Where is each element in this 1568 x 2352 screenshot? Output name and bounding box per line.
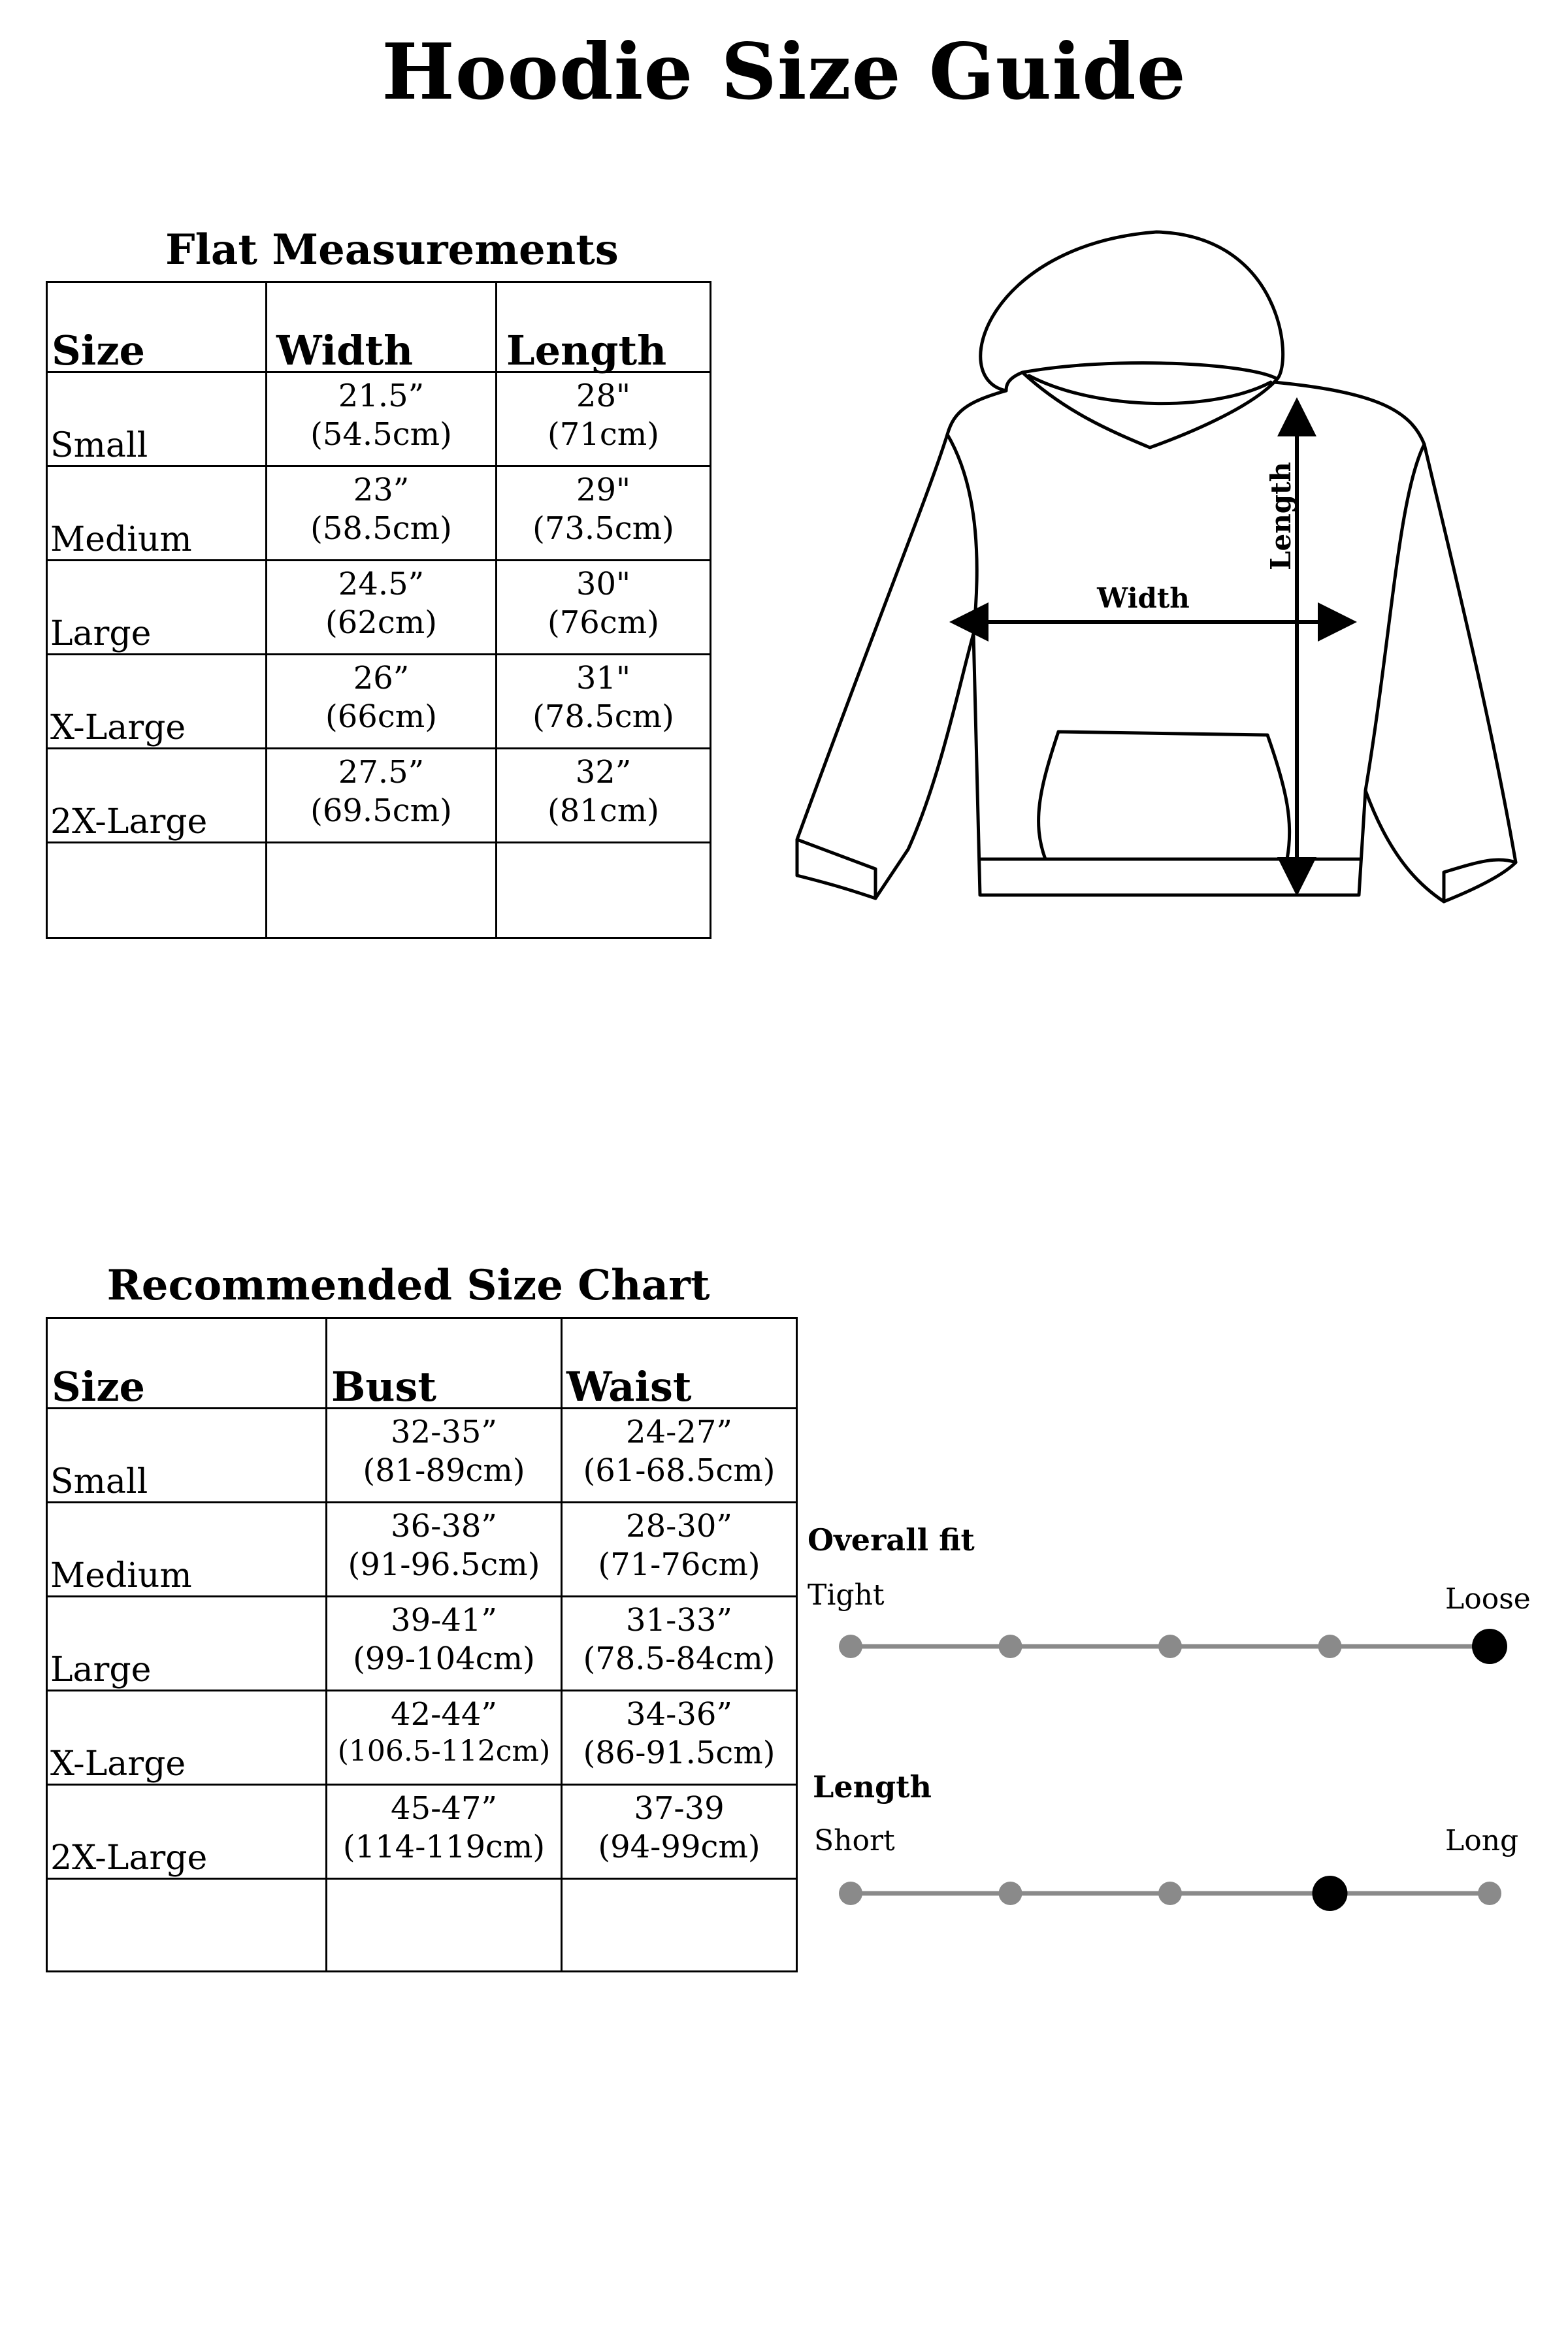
bust-cm: (99-104cm) bbox=[353, 1640, 535, 1677]
bust-cell bbox=[327, 1503, 562, 1597]
empty-cell bbox=[267, 843, 497, 938]
bust-cm: (91-96.5cm) bbox=[348, 1546, 540, 1583]
length-label: Length bbox=[1265, 461, 1297, 571]
scale-dot bbox=[1478, 1882, 1501, 1905]
scale-dot bbox=[999, 1882, 1022, 1905]
waist-cm: (78.5-84cm) bbox=[583, 1640, 776, 1677]
hoodie-diagram bbox=[771, 216, 1529, 954]
waist-cell bbox=[562, 1597, 797, 1691]
table-row bbox=[47, 466, 711, 561]
bust-cm: (114-119cm) bbox=[342, 1828, 546, 1865]
size-cell: Large bbox=[47, 561, 267, 655]
column-header-size: Size bbox=[47, 1318, 327, 1409]
table-row bbox=[47, 561, 711, 655]
width-inches: 23” bbox=[353, 472, 410, 508]
width-cm: (62cm) bbox=[325, 604, 437, 641]
scale-selected-dot bbox=[1472, 1629, 1507, 1664]
size-cell: Small bbox=[47, 1409, 327, 1503]
size-cell: X-Large bbox=[47, 655, 267, 749]
bust-cm: (106.5-112cm) bbox=[337, 1734, 551, 1768]
width-cm: (54.5cm) bbox=[310, 416, 452, 453]
length-scale-right-label: Long bbox=[1445, 1824, 1519, 1857]
size-cell: 2X-Large bbox=[47, 749, 267, 843]
right-cuff bbox=[1444, 860, 1516, 902]
recommended-size-chart-heading: Recommended Size Chart bbox=[106, 1261, 710, 1310]
page-title: Hoodie Size Guide bbox=[382, 26, 1186, 117]
width-inches: 24.5” bbox=[338, 566, 425, 602]
scale-dot bbox=[999, 1635, 1022, 1658]
bust-cm: (81-89cm) bbox=[363, 1452, 525, 1489]
empty-cell bbox=[47, 1879, 327, 1972]
waist-inches: 37-39 bbox=[634, 1790, 725, 1827]
scale-dot bbox=[1158, 1882, 1182, 1905]
bust-inches: 45-47” bbox=[391, 1790, 497, 1827]
bust-inches: 36-38” bbox=[391, 1508, 497, 1544]
right-armhole bbox=[1365, 444, 1424, 791]
empty-row bbox=[47, 843, 711, 938]
length-cell bbox=[497, 655, 711, 749]
waist-inches: 24-27” bbox=[626, 1414, 732, 1450]
length-cm: (78.5cm) bbox=[532, 698, 674, 735]
waist-cm: (86-91.5cm) bbox=[583, 1734, 776, 1771]
width-label: Width bbox=[1097, 582, 1190, 614]
width-cell bbox=[267, 372, 497, 466]
width-inches: 27.5” bbox=[338, 754, 425, 791]
table-header-row bbox=[47, 1318, 797, 1409]
width-cm: (58.5cm) bbox=[310, 510, 452, 547]
width-cm: (69.5cm) bbox=[310, 792, 452, 829]
body-outline bbox=[797, 382, 1516, 902]
empty-cell bbox=[497, 843, 711, 938]
waist-cm: (61-68.5cm) bbox=[583, 1452, 776, 1489]
overall-fit-left-label: Tight bbox=[808, 1578, 885, 1612]
width-inches: 21.5” bbox=[338, 378, 425, 414]
length-cell bbox=[497, 466, 711, 561]
column-header-bust: Bust bbox=[327, 1318, 562, 1409]
table-row bbox=[47, 1503, 797, 1597]
bust-cell bbox=[327, 1785, 562, 1879]
table-row bbox=[47, 1691, 797, 1785]
length-cm: (73.5cm) bbox=[532, 510, 674, 547]
table-header-row bbox=[47, 282, 711, 372]
hood-opening bbox=[1022, 372, 1277, 448]
waist-inches: 28-30” bbox=[626, 1508, 732, 1544]
column-header-waist: Waist bbox=[562, 1318, 797, 1409]
width-cell bbox=[267, 466, 497, 561]
waist-cell bbox=[562, 1503, 797, 1597]
column-header-size: Size bbox=[47, 282, 267, 372]
scale-dot bbox=[1158, 1635, 1182, 1658]
scale-dot bbox=[1318, 1635, 1342, 1658]
length-inches: 31" bbox=[576, 660, 631, 696]
size-cell: X-Large bbox=[47, 1691, 327, 1785]
flat-measurements-heading: Flat Measurements bbox=[165, 225, 619, 274]
width-cell bbox=[267, 655, 497, 749]
empty-row bbox=[47, 1879, 797, 1972]
left-armhole bbox=[947, 434, 977, 634]
length-scale-track bbox=[836, 1867, 1516, 1919]
table-row bbox=[47, 1409, 797, 1503]
scale-dot bbox=[839, 1635, 862, 1658]
length-cm: (71cm) bbox=[547, 416, 659, 453]
size-cell: Large bbox=[47, 1597, 327, 1691]
waist-cm: (71-76cm) bbox=[598, 1546, 760, 1583]
bust-inches: 42-44” bbox=[391, 1696, 497, 1733]
size-cell: Medium bbox=[47, 466, 267, 561]
length-inches: 32” bbox=[575, 754, 632, 791]
waist-cell bbox=[562, 1691, 797, 1785]
length-inches: 30" bbox=[576, 566, 631, 602]
kangaroo-pocket bbox=[1039, 732, 1290, 859]
width-cell bbox=[267, 749, 497, 843]
empty-cell bbox=[327, 1879, 562, 1972]
table-row bbox=[47, 1785, 797, 1879]
waist-inches: 34-36” bbox=[626, 1696, 732, 1733]
bust-cell bbox=[327, 1597, 562, 1691]
bust-inches: 39-41” bbox=[391, 1602, 497, 1639]
table-row bbox=[47, 655, 711, 749]
empty-cell bbox=[562, 1879, 797, 1972]
hood-inner-rim bbox=[1029, 376, 1271, 404]
bust-cell bbox=[327, 1409, 562, 1503]
column-header-length: Length bbox=[497, 282, 711, 372]
length-cm: (76cm) bbox=[547, 604, 659, 641]
size-cell: 2X-Large bbox=[47, 1785, 327, 1879]
scale-dot bbox=[839, 1882, 862, 1905]
flat-measurements-table bbox=[46, 281, 711, 939]
recommended-size-table bbox=[46, 1317, 798, 1972]
table-row bbox=[47, 1597, 797, 1691]
overall-fit-label: Overall fit bbox=[808, 1522, 975, 1558]
width-cell bbox=[267, 561, 497, 655]
waist-inches: 31-33” bbox=[626, 1602, 732, 1639]
column-header-width: Width bbox=[267, 282, 497, 372]
scale-selected-dot bbox=[1313, 1876, 1348, 1911]
overall-fit-track bbox=[836, 1620, 1516, 1673]
waist-cm: (94-99cm) bbox=[598, 1828, 760, 1865]
table-row bbox=[47, 372, 711, 466]
length-scale-label: Length bbox=[813, 1769, 932, 1805]
empty-cell bbox=[47, 843, 267, 938]
overall-fit-right-label: Loose bbox=[1445, 1582, 1531, 1616]
table-row bbox=[47, 749, 711, 843]
size-cell: Medium bbox=[47, 1503, 327, 1597]
size-cell: Small bbox=[47, 372, 267, 466]
waist-cell bbox=[562, 1785, 797, 1879]
bust-inches: 32-35” bbox=[391, 1414, 497, 1450]
length-cell bbox=[497, 561, 711, 655]
length-cm: (81cm) bbox=[547, 792, 659, 829]
width-inches: 26” bbox=[353, 660, 410, 696]
length-cell bbox=[497, 749, 711, 843]
hood-outline bbox=[981, 232, 1283, 391]
waist-cell bbox=[562, 1409, 797, 1503]
length-cell bbox=[497, 372, 711, 466]
width-cm: (66cm) bbox=[325, 698, 437, 735]
left-cuff bbox=[797, 840, 875, 898]
bust-cell bbox=[327, 1691, 562, 1785]
length-inches: 29" bbox=[576, 472, 631, 508]
length-inches: 28" bbox=[576, 378, 631, 414]
length-scale-left-label: Short bbox=[814, 1824, 895, 1857]
